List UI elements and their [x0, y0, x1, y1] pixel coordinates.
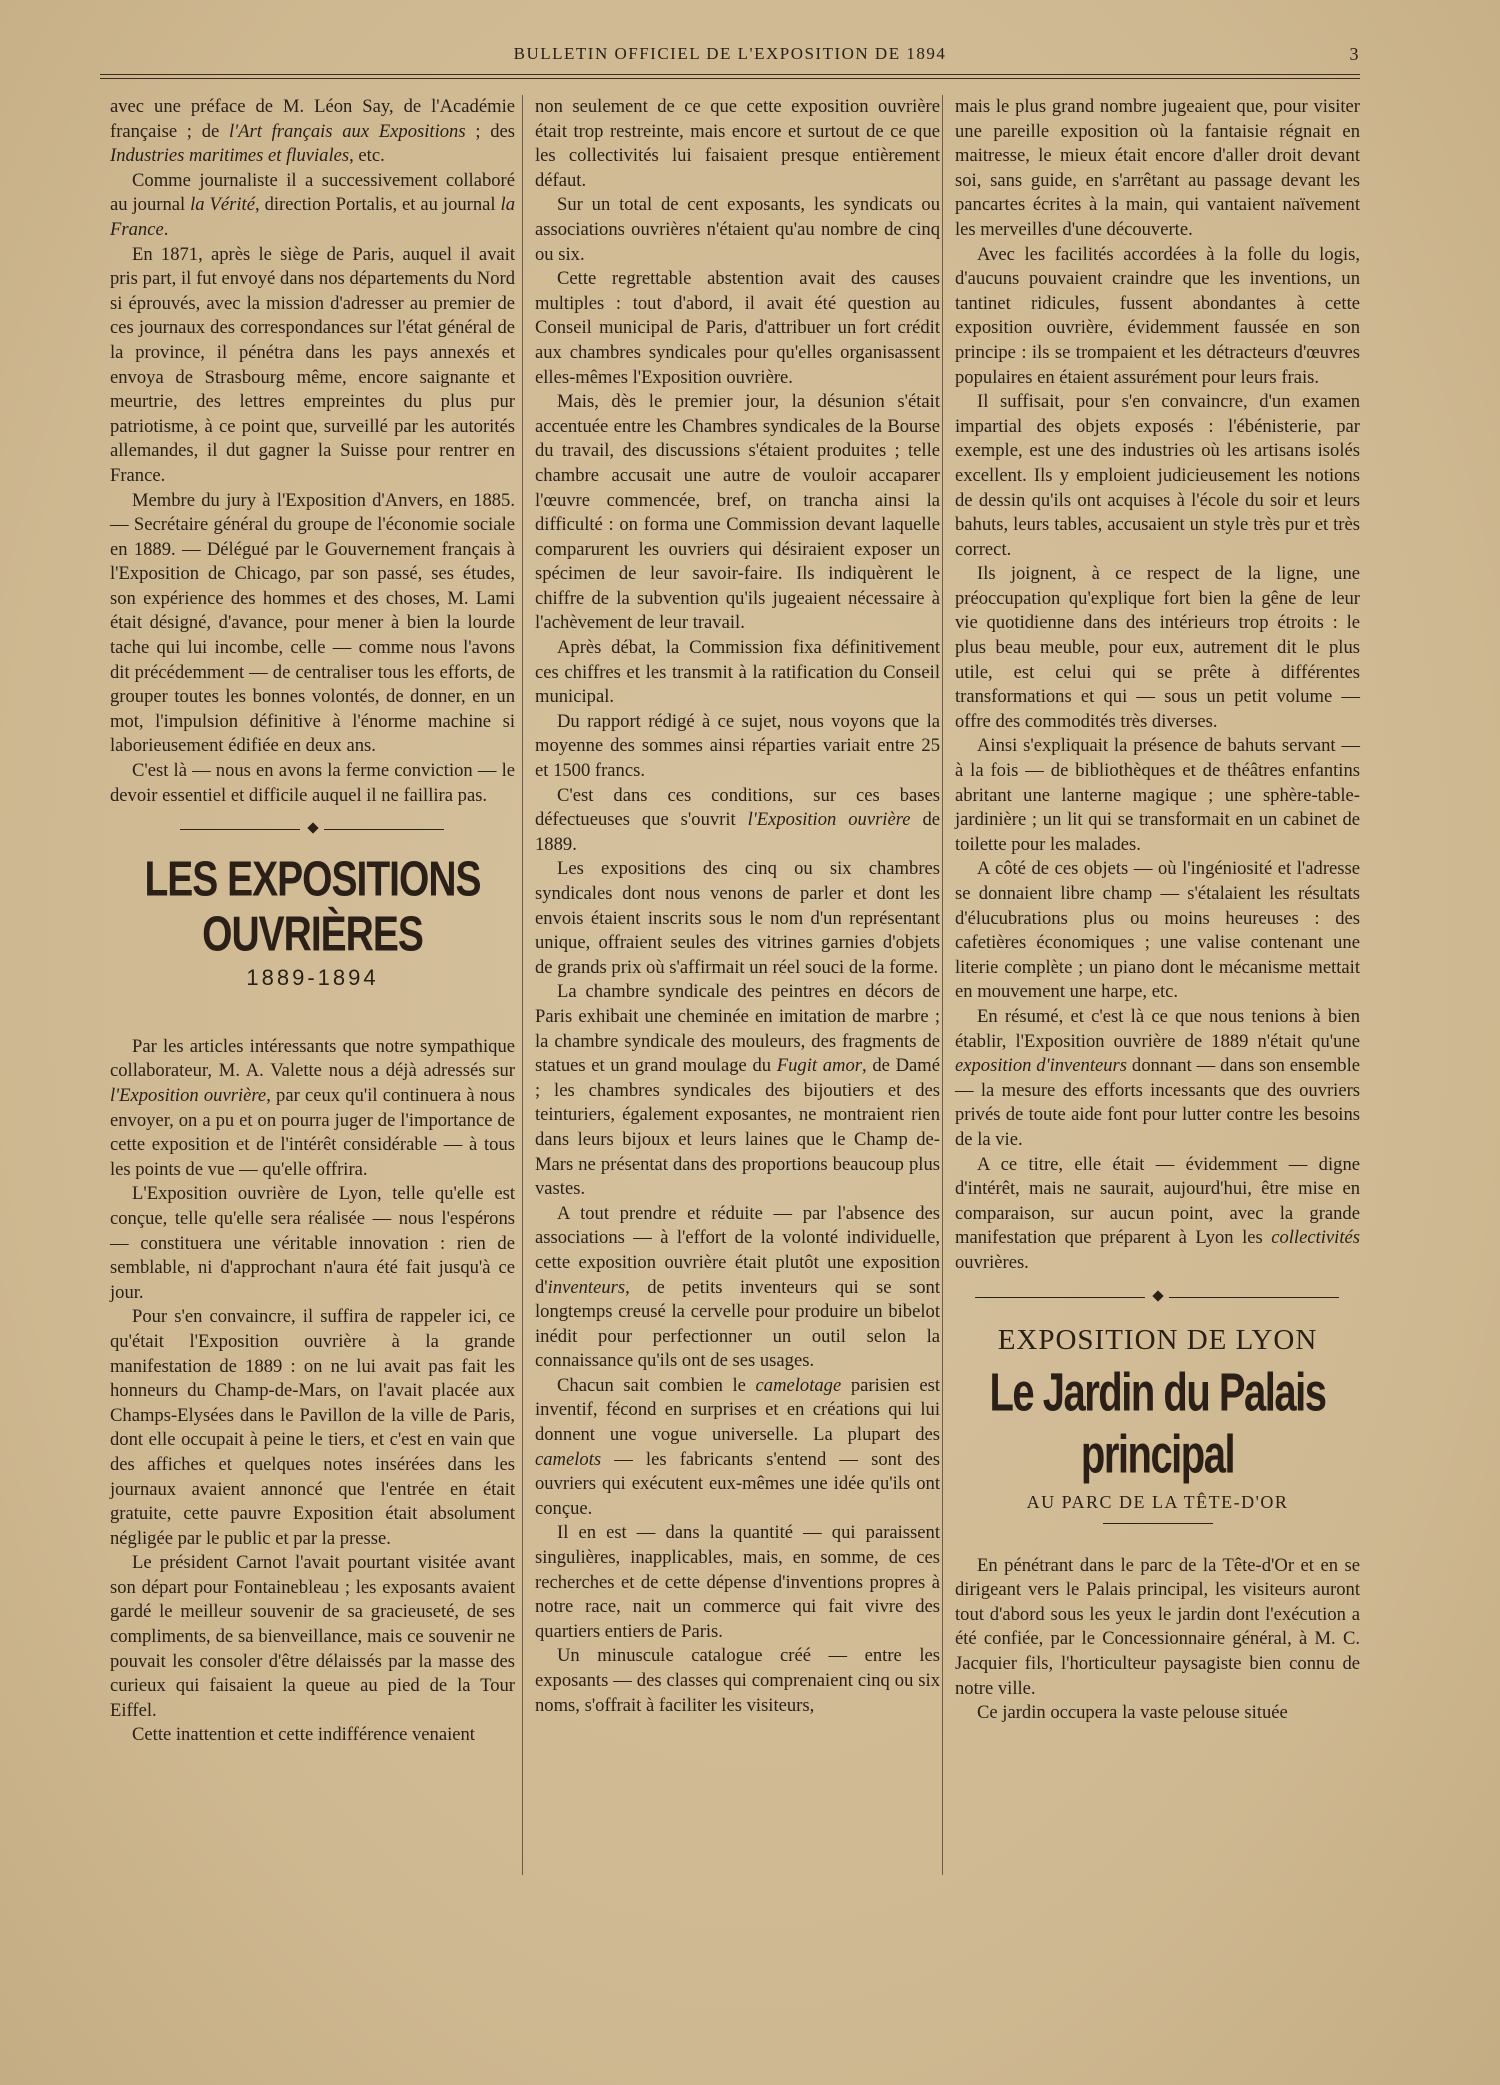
paragraph: Il en est — dans la quantité — qui paraissent singulières, inapplicables, mais, en somme, de ces recherches et de cette dépense d'inventions propres à notre race, nait un commerce qui fait vivre des quartiers entiers de Paris. — [535, 1522, 940, 1642]
paragraph: Il suffisait, pour s'en convaincre, d'un examen impartial des objets exposés : l'ébénisterie, par exemple, est une des industries où les artisans isolés excellent. Ils y emploient judicieusement les notions de dessin qu'ils ont acquises à l'école du soir et leurs bahuts, leurs tables, accusaient un style très pur et très correct. — [955, 391, 1360, 560]
paragraph: C'est dans ces conditions, sur ces bases défectueuses que s'ouvrit l'Exposition ouvrière de 1889. — [535, 784, 941, 855]
paragraph: La chambre syndicale des peintres en décors de Paris exhibait une cheminée en imitation de marbre ; la chambre syndicale des mouleurs, des fragments de statues et un grand moulage du Fugit amor, de Damé ; les chambres syndicales des bijoutiers et des teinturiers, également exposantes, ne montraient rien dans leurs bijoux et leurs laines que le Champ de-Mars ne présentat dans des proportions beaucoup plus vastes. — [535, 981, 940, 1200]
article-title: Le Jardin du Palais principal — [989, 1363, 1326, 1485]
section-title: LES EXPOSITIONS OUVRIÈRES — [144, 853, 481, 962]
ornament-divider — [110, 818, 515, 842]
paragraph: Cette regrettable abstention avait des causes multiples : tout d'abord, il avait été question au Conseil municipal de Paris, d'attribuer un fort crédit aux chambres syndicales pour qu'elles organisassent elles-mêmes l'Exposition ouvrière. — [535, 268, 940, 388]
ornament-divider — [955, 1286, 1360, 1310]
paragraph: Chacun sait combien le camelotage parisien est inventif, fécond en surprises et en créations qui lui donnent une vogue universelle. La plupart des camelots — les fabricants s'entend — sont des ouvriers qui exécutent eux-mêmes une idée qu'ils ont conçue. — [535, 1374, 940, 1519]
paragraph: C'est là — nous en avons la ferme conviction — le devoir essentiel et difficile auquel il ne faillira pas. — [110, 760, 515, 806]
article-subtitle: AU PARC DE LA TÊTE-D'OR — [1026, 1492, 1289, 1513]
paragraph: Ce jardin occupera la vaste pelouse située — [977, 1702, 1288, 1724]
paragraph: Par les articles intéressants que notre sympathique collaborateur, M. A. Valette nous a déjà adressés sur l'Exposition ouvrière, par ceux qu'il continuera à nous envoyer, on a pu et on pourra juger de l'importance de cette exposition et de l'intérêt considérable — à tous les points de vue — qu'elle offrira. — [110, 1035, 516, 1180]
paragraph: avec une préface de M. Léon Say, de l'Académie française ; de l'Art français aux Expositions ; des Industries maritimes et fluviales, etc. — [110, 96, 515, 167]
section-title: EXPOSITION DE LYON — [997, 1323, 1318, 1356]
paragraph: A ce titre, elle était — évidemment — digne d'intérêt, mais ne saurait, aujourd'hui, être mise en comparaison, sur aucun point, avec la grande manifestation que préparent à Lyon les collectivités ouvrières. — [955, 1153, 1360, 1273]
page-header — [100, 44, 1360, 68]
paragraph: Pour s'en convaincre, il suffira de rappeler ici, ce qu'était l'Exposition ouvrière à la grande manifestation de 1889 : on ne lui avait pas fait les honneurs du Champ-de-Mars, on l'avait placée aux Champs-Elysées dans le Pavillon de la ville de Paris, dont elle occupait à peine le tiers, et c'est en vain que des affiches et quelques notes insérées dans les journaux avaient annoncé que l'entrée en était gratuite, cette pauvre Exposition était absolument négligée par le public et par la presse. — [110, 1306, 515, 1549]
header-title: BULLETIN OFFICIEL DE L'EXPOSITION DE 1894 — [513, 44, 947, 63]
paragraph: Les expositions des cinq ou six chambres syndicales dont nous venons de parler et dont les envois étaient inscrits sous le nom d'un représentant unique, offraient seules des vitrines garnies d'objets de grands prix où s'affirmait un réel souci de la forme. — [535, 858, 940, 978]
paragraph: En résumé, et c'est là ce que nous tenions à bien établir, l'Exposition ouvrière de 1889 n'était qu'une exposition d'inventeurs donnant — dans son ensemble — la mesure des efforts incessants que des ouvriers privés de toute aide font pour lutter contre les besoins de la vie. — [955, 1005, 1360, 1150]
paragraph: A tout prendre et réduite — par l'absence des associations — à l'effort de la volonté individuelle, cette exposition ouvrière était plutôt une exposition d'inventeurs, de petits inventeurs qui se sont longtemps creusé la cervelle pour produire un bibelot inédit pour perfectionner un outil selon la connaissance qu'ils ont de ses usages. — [535, 1202, 940, 1372]
header-rule — [100, 74, 1360, 75]
paragraph: Le président Carnot l'avait pourtant visitée avant son départ pour Fontainebleau ; les exposants avaient gardé le meilleur souvenir de sa gracieuseté, de ses compliments, de sa bienveillance, mais ce souvenir ne pouvait les consoler d'être délaissés par la masse des curieux qui faisaient la queue au pied de la Tour Eiffel. — [110, 1552, 515, 1721]
section-years: 1889-1894 — [246, 965, 379, 991]
subtitle-rule — [1103, 1523, 1213, 1524]
paragraph: L'Exposition ouvrière de Lyon, telle qu'elle est conçue, telle qu'elle sera réalisée — nous l'espérons — constituera une véritable innovation : rien de semblable, ni d'approchant n'aura été fait jusqu'à ce jour. — [110, 1183, 515, 1303]
column-1 — [110, 95, 515, 1748]
paragraph: non seulement de ce que cette exposition ouvrière était trop restreinte, mais encore et surtout de ce que les collectivités lui faisaient presque entièrement défaut. — [535, 96, 940, 191]
page-number: 3 — [1349, 44, 1360, 64]
paragraph: A côté de ces objets — où l'ingéniosité et l'adresse se donnaient libre champ — s'étalaient les résultats d'élucubrations plus ou moins heureuses : des cafetières économiques ; une valise contenant une literie complète ; un piano dont le mécanisme mettait en mouvement une harpe, etc. — [955, 858, 1360, 1003]
paragraph: Ainsi s'expliquait la présence de bahuts servant — à la fois — de bibliothèques et de théâtres enfantins abritant une lanterne magique ; une sphère-table-jardinière ; un lit qui se transformait en un cabinet de toilette pour les malades. — [955, 735, 1360, 855]
paragraph: Membre du jury à l'Exposition d'Anvers, en 1885. — Secrétaire général du groupe de l'économie sociale en 1889. — Délégué par le Gouvernement français à l'Exposition de Chicago, par son passé, ses études, son expérience des hommes et des choses, M. Lami était désigné, d'avance, pour mener à bien la lourde tache qui lui incombe, celle — comme nous l'avons dit précédemment — de centraliser tous les efforts, de grouper toutes les bonnes volontés, de donner, en un mot, l'impulsion définitive à l'énorme machine si laborieusement édifiée en deux ans. — [110, 489, 515, 757]
paragraph: Sur un total de cent exposants, les syndicats ou associations ouvrières n'étaient qu'au nombre de cinq ou six. — [535, 194, 940, 265]
header-rule-thin — [100, 78, 1360, 79]
paragraph: Ils joignent, à ce respect de la ligne, une préoccupation qu'explique fort bien la gêne de leur vie quotidienne dans des intérieurs trop étroits : le plus beau meuble, pour eux, autrement dit le plus utile, est celui qui se prête à différentes transformations et qui — sous un petit volume — offre des commodités très diverses. — [955, 563, 1360, 732]
paragraph: Un minuscule catalogue créé — entre les exposants — des classes qui comprenaient cinq ou six noms, s'offrait à faciliter les visiteurs, — [535, 1645, 940, 1716]
paragraph: Cette inattention et cette indifférence venaient — [132, 1724, 475, 1746]
paragraph: Du rapport rédigé à ce sujet, nous voyons que la moyenne des sommes ainsi réparties variait entre 25 et 1500 francs. — [535, 710, 940, 782]
paragraph: En pénétrant dans le parc de la Tête-d'Or et en se dirigeant vers le Palais principal, les visiteurs auront tout d'abord sous les yeux le jardin dont l'exécution a été confiée, par le Concessionnaire général, à M. C. Jacquier fils, l'horticulteur paysagiste bien connu de notre ville. — [955, 1554, 1360, 1699]
paragraph: En 1871, après le siège de Paris, auquel il avait pris part, il fut envoyé dans nos départements du Nord si éprouvés, avec la mission d'adresser au premier de ces journaux des correspondances sur l'état général de la province, il pénétra dans les pays annexés et envoya de Strasbourg même, encore saignante et meurtrie, des lettres empreintes du plus pur patriotisme, à ce point que, surveillé par les autorités allemandes, il dut gagner la Suisse pour rentrer en France. — [110, 243, 515, 486]
column-separator — [522, 95, 523, 1875]
column-separator — [942, 95, 943, 1875]
paragraph: Après débat, la Commission fixa définitivement ces chiffres et les transmit à la ratification du Conseil municipal. — [535, 637, 940, 708]
paragraph: Comme journaliste il a successivement collaboré au journal la Vérité, direction Portalis, et au journal la France. — [110, 169, 516, 240]
paragraph: Mais, dès le premier jour, la désunion s'était accentuée entre les Chambres syndicales de la Bourse du travail, des discussions s'étaient produites ; telle chambre accusait une autre de vouloir accaparer l'œuvre commencée, bref, on trancha ainsi la difficulté : on forma une Commission devant laquelle comparurent les ouvriers qui désiraient exposer un spécimen de leur savoir-faire. Ils indiquèrent le chiffre de la subvention qu'ils jugeaient nécessaire à l'achèvement de leur travail. — [535, 391, 940, 634]
paragraph: mais le plus grand nombre jugeaient que, pour visiter une pareille exposition où la fantaisie régnait en maitresse, le mieux était encore d'aller droit devant soi, sans guide, en s'arrêtant au passage devant les pancartes écrites à la main, qui vantaient naïvement les merveilles d'une découverte. — [955, 96, 1360, 240]
column-3 — [955, 95, 1360, 1726]
paragraph: Avec les facilités accordées à la folle du logis, d'aucuns pouvaient craindre que les inventions, un tantinet ridicules, fussent abondantes à cette exposition ouvrière, évidemment faussée en son principe : ils se trompaient et les détracteurs d'œuvres populaires en étaient assurément pour leurs frais. — [955, 243, 1360, 388]
column-2 — [535, 95, 940, 1718]
